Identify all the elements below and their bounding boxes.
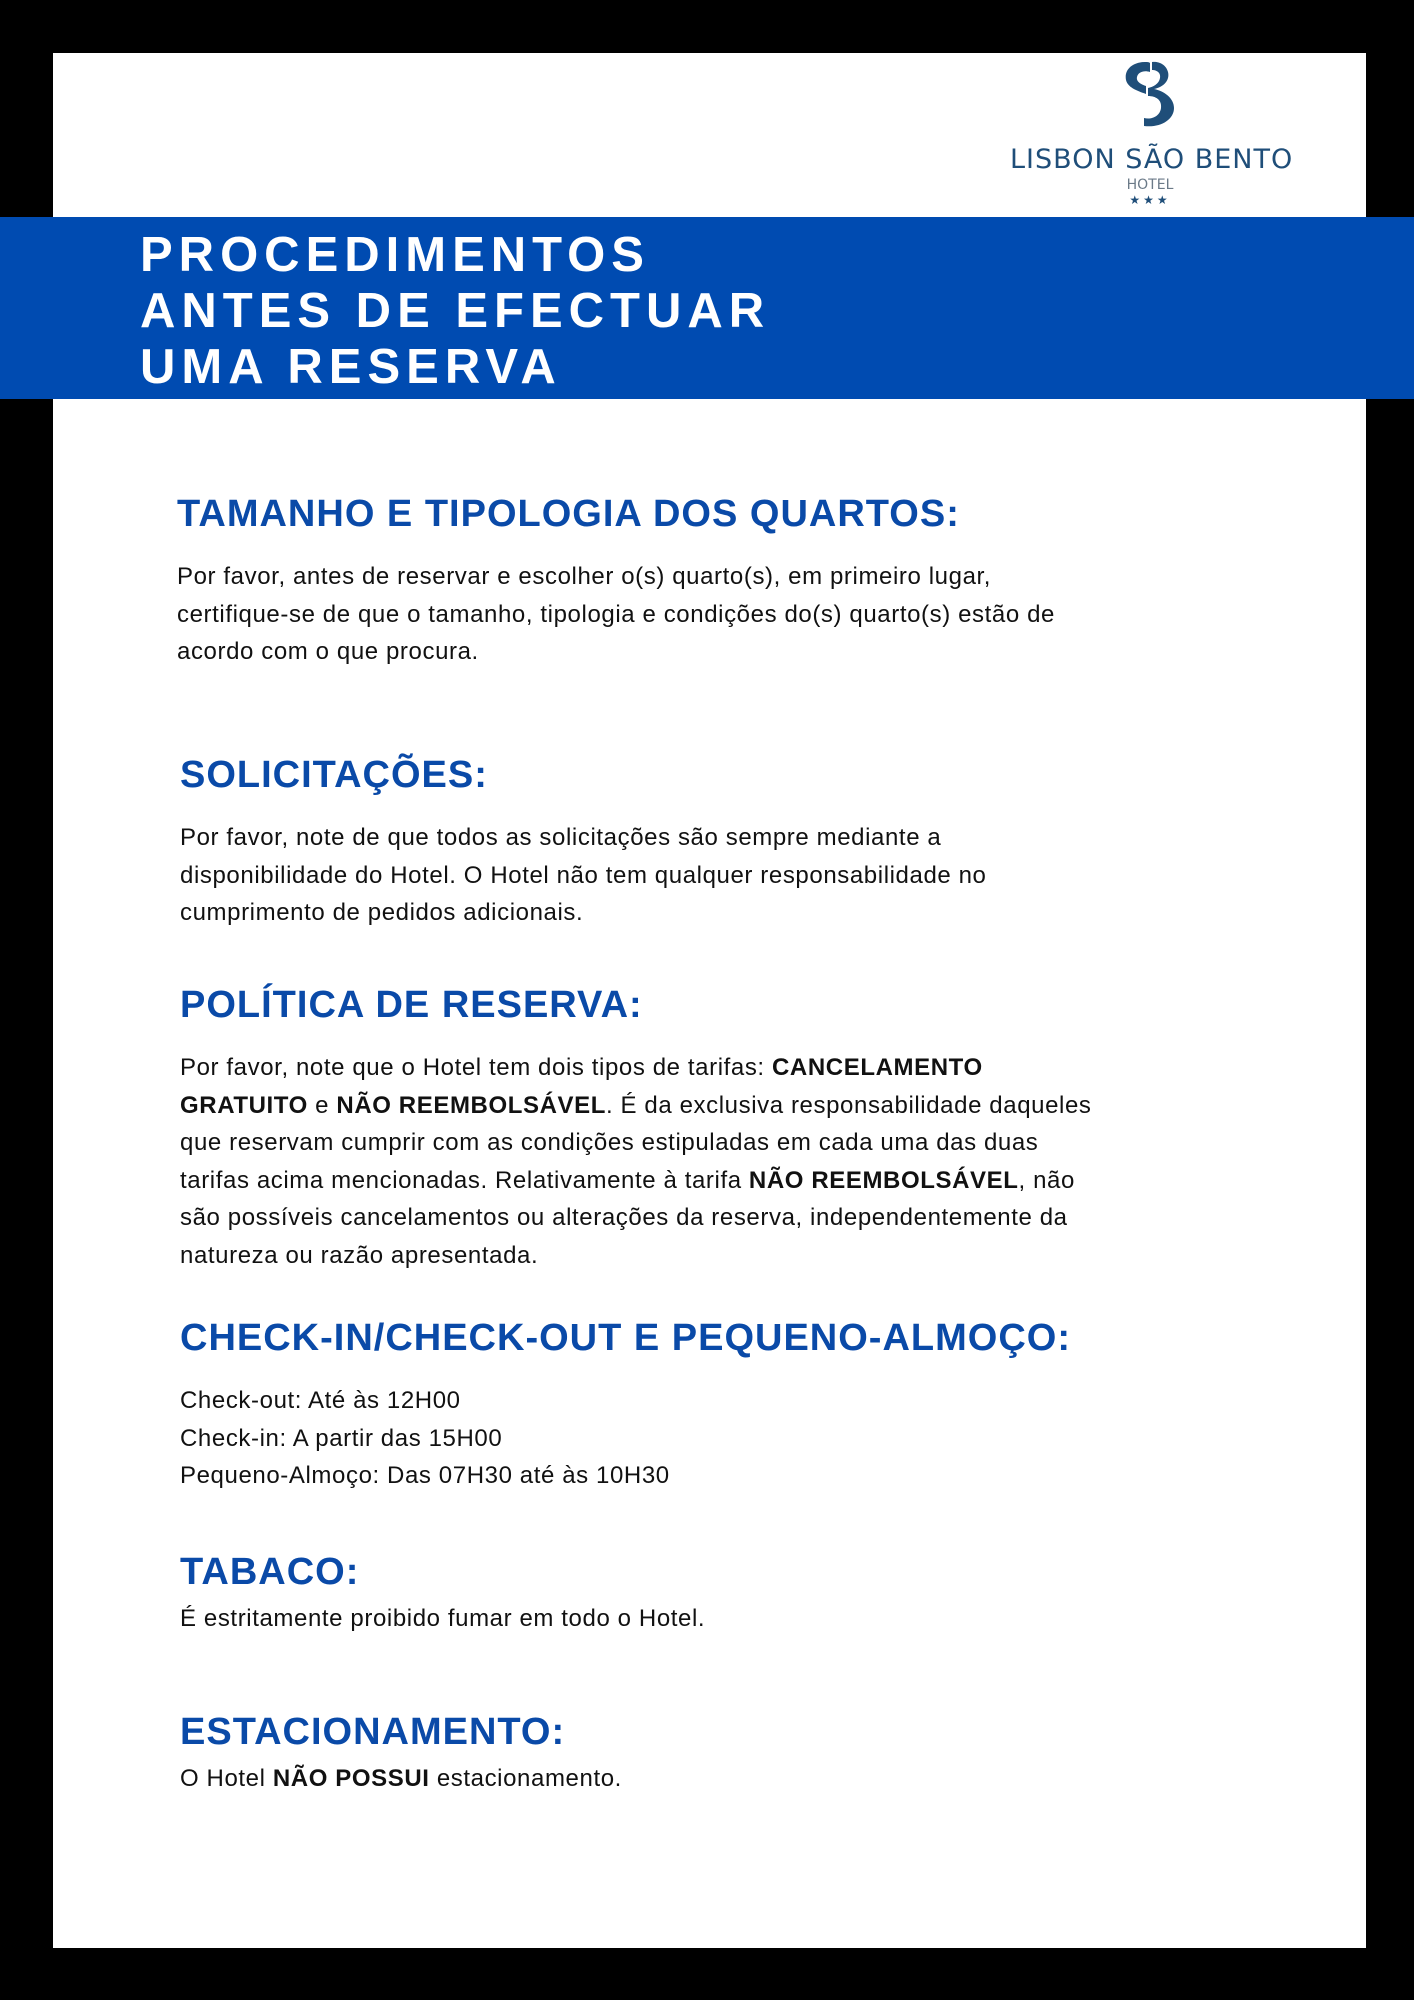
section-rooms (177, 493, 1177, 671)
section-parking (180, 1711, 1180, 1798)
section-heading: CHECK-IN/CHECK-OUT E PEQUENO-ALMOÇO: (180, 1317, 1071, 1359)
text-run: O Hotel (180, 1765, 273, 1792)
section-smoking (180, 1551, 1180, 1638)
hotel-logo (1010, 58, 1294, 216)
paragraph-line: cumprimento de pedidos adicionais. (180, 899, 584, 926)
title-line-2: ANTES DE EFECTUAR (140, 284, 771, 338)
logo-hotel-name: LISBON SÃO BENTO (1010, 144, 1294, 175)
paragraph-line: Pequeno-Almoço: Das 07H30 até às 10H30 (180, 1462, 670, 1489)
title-line-1: PROCEDIMENTOS (140, 228, 650, 282)
section-heading: POLÍTICA DE RESERVA: (180, 984, 643, 1026)
paragraph-line: natureza ou razão apresentada. (180, 1241, 539, 1269)
section-heading: TABACO: (180, 1551, 360, 1593)
paragraph-line (180, 1760, 1180, 1798)
page-title (140, 227, 770, 395)
logo-hotel-label: HOTEL (1126, 177, 1174, 193)
title-banner (0, 217, 1414, 399)
section-heading: TAMANHO E TIPOLOGIA DOS QUARTOS: (177, 493, 960, 535)
paragraph-line: que reservam cumprir com as condições estipuladas em cada uma das duas (180, 1129, 1039, 1156)
paragraph-line: acordo com o que procura. (177, 638, 479, 665)
text-run: Por favor, note que o Hotel tem dois tipos de tarifas: (180, 1054, 772, 1081)
paragraph-line: Por favor, antes de reservar e escolher o(s) quarto(s), em primeiro lugar, (177, 563, 992, 590)
sb-monogram-icon (1120, 58, 1180, 128)
paragraph-line (180, 1049, 1180, 1087)
paragraph-line (180, 1087, 1180, 1125)
title-line-3: UMA RESERVA (140, 340, 562, 394)
bold-text: NÃO REEMBOLSÁVEL (748, 1166, 1019, 1194)
bold-text: NÃO REEMBOLSÁVEL (336, 1091, 607, 1119)
bold-text: NÃO POSSUI (272, 1765, 430, 1792)
paragraph-line: Check-out: Até às 12H00 (180, 1387, 461, 1414)
section-heading: SOLICITAÇÕES: (180, 754, 488, 796)
bold-text: CANCELAMENTO (771, 1054, 983, 1081)
section-requests (180, 754, 1180, 932)
paragraph-line: Por favor, note de que todos as solicitações são sempre mediante a (180, 824, 942, 851)
paragraph-line: certifique-se de que o tamanho, tipologia e condições do(s) quarto(s) estão de (177, 600, 1055, 628)
text-run: estacionamento. (429, 1765, 622, 1792)
text-run: . É da exclusiva responsabilidade daqueles (606, 1091, 1092, 1119)
text-run: tarifas acima mencionadas. Relativamente à tarifa (180, 1166, 749, 1194)
section-heading: ESTACIONAMENTO: (180, 1711, 566, 1753)
paragraph-line (180, 1162, 1180, 1200)
paragraph-line: Check-in: A partir das 15H00 (180, 1424, 503, 1452)
section-booking-policy (180, 984, 1180, 1274)
section-checkin (180, 1317, 1180, 1495)
paragraph-line: É estritamente proibido fumar em todo o Hotel. (180, 1605, 706, 1632)
paragraph-line: disponibilidade do Hotel. O Hotel não tem qualquer responsabilidade no (180, 861, 987, 889)
bold-text: GRATUITO (180, 1091, 308, 1119)
logo-stars: ★★★ (1129, 193, 1171, 207)
text-run: e (307, 1091, 337, 1119)
text-run: , não (1018, 1166, 1075, 1194)
paragraph-line: são possíveis cancelamentos ou alterações da reserva, independentemente da (180, 1204, 1068, 1231)
